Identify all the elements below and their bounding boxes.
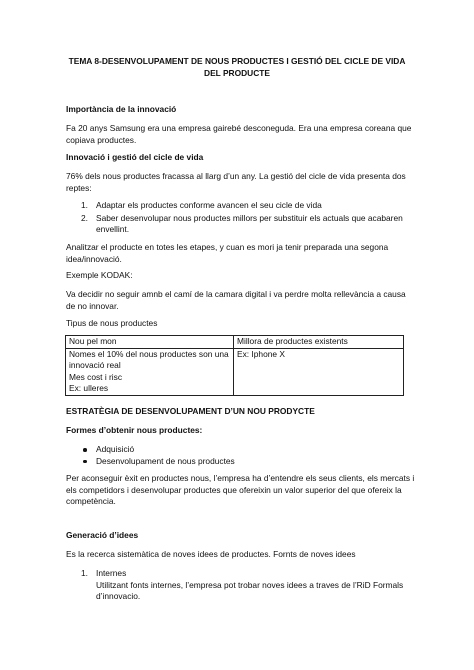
paragraph-analyze-product: Analitzar el producte en totes les etapes, y cuan es mori ja tenir preparada una segona idea/innovació. <box>66 242 389 264</box>
paragraph-kodak-detail: Va decidir no seguir amnb el camí de la camara digital i va perdre molta rellevància a causa de no innovar. <box>66 289 406 311</box>
paragraph-product-types: Tipus de nous productes <box>66 318 158 328</box>
list-item-text: Adaptar els productes conforme avancen el seu cicle de vida <box>96 200 322 210</box>
table-row <box>66 348 404 395</box>
paragraph-kodak-label: Exemple KODAK: <box>66 270 133 280</box>
challenges-list <box>66 200 416 236</box>
list-item-title: Internes <box>96 568 127 578</box>
list-item-text: Desenvolupament de nous productes <box>96 455 235 466</box>
table-header-cell: Millora de productes existents <box>234 336 404 349</box>
section-heading-strategy: ESTRATÈGIA DE DESENVOLUPAMENT D’UN NOU PRODYCTE <box>66 406 315 416</box>
section-heading-lifecycle: Innovació i gestió del cicle de vida <box>66 152 204 162</box>
cell-line: Nomes el 10% del nous productes son una innovació real <box>69 348 229 371</box>
table-cell <box>66 348 234 395</box>
list-number: 1. <box>81 200 88 210</box>
list-item <box>66 213 416 236</box>
paragraph-success: Per aconseguir èxit en productes nous, l’empresa ha d’entendre els seus clients, els mercats i els competidors i desenvolupar productes que ofereixin un valor superior del que ofereix la competència. <box>66 473 415 507</box>
list-item-text: Saber desenvolupar nous productes millors per substituir els actuals que acabaren envellint. <box>96 212 403 235</box>
subheading-ways-to-obtain: Formes d’obtenir nous productes: <box>66 425 203 435</box>
document-title: TEMA 8-DESENVOLUPAMENT DE NOUS PRODUCTES I GESTIÓ DEL CICLE DE VIDA DEL PRODUCTE <box>68 56 406 78</box>
cell-line: Ex: ulleres <box>69 383 109 394</box>
paragraph-failure-rate: 76% dels nous productes fracassa al llarg d’un any. La gestió del cicle de vida presenta dos reptes: <box>66 171 406 193</box>
obtain-methods-list <box>66 444 416 467</box>
idea-sources-list <box>66 568 416 603</box>
list-item <box>66 568 416 603</box>
section-heading-innovation-importance: Importància de la innovació <box>66 104 177 114</box>
bullet-icon <box>83 448 87 452</box>
list-number: 1. <box>81 568 88 578</box>
bullet-icon <box>83 460 87 464</box>
paragraph-idea-search: Es la recerca sistemàtica de noves idees de productes. Fornts de noves idees <box>66 549 356 559</box>
list-number: 2. <box>81 212 88 223</box>
paragraph-samsung: Fa 20 anys Samsung era una empresa gairebé desconeguda. Era una empresa coreana que copiava productes. <box>66 123 412 145</box>
cell-line: Ex: Iphone X <box>237 348 285 359</box>
list-item <box>66 200 416 212</box>
list-item-text: Adquisició <box>96 444 135 454</box>
list-item <box>66 456 416 468</box>
table-header-row <box>66 336 404 349</box>
cell-line: Mes cost i risc <box>69 371 123 382</box>
table-cell <box>234 348 404 395</box>
list-item <box>66 444 416 456</box>
list-item-text: Utilitzant fonts internes, l’empresa pot trobar noves idees a traves de l’RiD Formals d’innovacio. <box>96 579 404 602</box>
section-heading-idea-generation: Generació d’idees <box>66 530 139 540</box>
product-types-table <box>65 335 404 396</box>
table-header-cell: Nou pel mon <box>66 336 234 349</box>
